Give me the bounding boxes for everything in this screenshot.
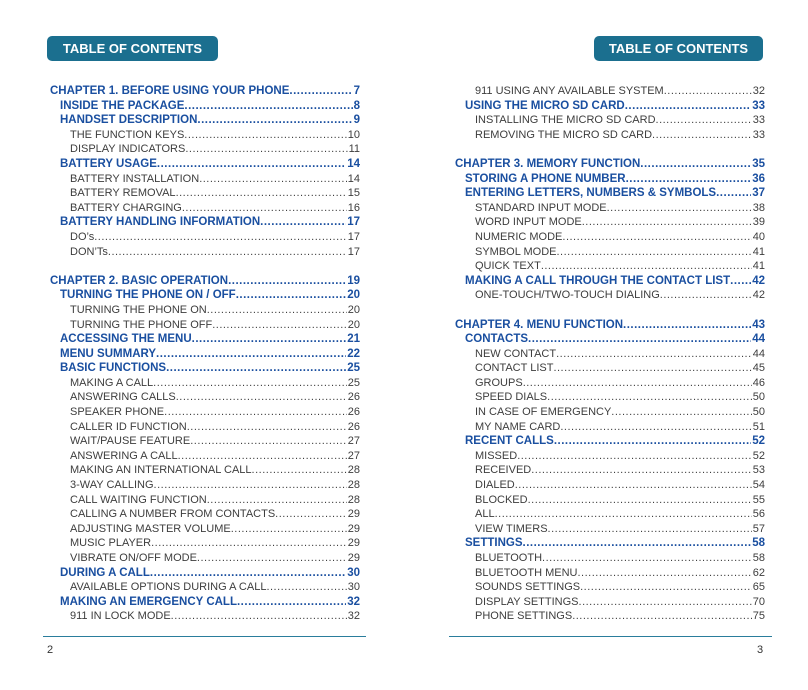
toc-section [50,215,360,230]
toc-subsection [50,230,360,245]
header-tab-left: TABLE OF CONTENTS [47,36,218,61]
toc-entry-title: PHONE SETTINGS [475,610,573,623]
toc-dot-leader [260,215,346,230]
toc-subsection [50,609,360,624]
toc-dot-leader [207,303,347,318]
toc-dot-leader [652,128,752,143]
toc-dot-leader [108,245,347,260]
toc-entry-page: 22 [347,347,360,360]
toc-entry-title: SYMBOL MODE [475,245,557,258]
toc-dot-leader [640,157,751,172]
toc-dot-leader [153,376,347,391]
toc-entry-title: DIALED [475,479,515,492]
toc-dot-leader [548,522,752,537]
toc-entry-page: 19 [347,274,360,287]
toc-subsection [50,493,360,508]
header-tab-right: TABLE OF CONTENTS [594,36,763,61]
toc-entry-title: CHAPTER 2. BASIC OPERATION [50,274,229,287]
toc-subsection [50,405,360,420]
toc-entry-page: 65 [752,581,765,594]
toc-subsection [455,245,765,260]
toc-chapter [455,157,765,172]
toc-dot-leader [171,609,347,624]
toc-subsection [455,390,765,405]
toc-dot-leader [187,420,347,435]
toc-section [455,332,765,347]
toc-dot-leader [664,84,752,99]
toc-entry-title: ANSWERING A CALL [70,449,178,462]
toc-dot-leader [231,522,347,537]
toc-subsection [455,551,765,566]
toc-dot-leader [164,405,347,420]
toc-entry-page: 10 [347,128,360,141]
toc-entry-title: VIBRATE ON/OFF MODE [70,552,197,564]
toc-dot-leader [150,566,346,581]
toc-dot-leader [237,595,346,610]
toc-entry-page: 26 [347,406,360,419]
toc-entry-title: ADJUSTING MASTER VOLUME [70,522,231,535]
toc-subsection [455,405,765,420]
toc-entry-page: 52 [752,449,765,462]
toc-subsection [455,113,765,128]
toc-entry-page: 52 [752,435,765,448]
toc-dot-leader [554,434,751,449]
toc-subsection [50,245,360,260]
toc-chapter [50,274,360,289]
toc-entry-page: 55 [752,493,765,506]
toc-section [50,595,360,610]
toc-dot-leader [562,230,751,245]
toc-dot-leader [542,551,752,566]
toc-section [50,288,360,303]
toc-dot-leader [716,186,751,201]
toc-entry-page: 27 [347,435,360,448]
toc-entry-title: DISPLAY INDICATORS [70,143,186,156]
toc-entry-title: MUSIC PLAYER [70,537,152,550]
toc-entry-title: ACCESSING THE MENU [60,333,192,346]
toc-subsection [50,303,360,318]
toc-subsection [455,288,765,303]
toc-dot-leader [166,361,346,376]
toc-entry-page: 62 [752,566,765,579]
toc-entry-title: TURNING THE PHONE ON [70,303,207,316]
toc-entry-title: CONTACTS [465,333,529,346]
toc-entry-title: SOUNDS SETTINGS [475,581,581,594]
toc-dot-leader [197,551,347,566]
toc-entry-title: MY NAME CARD [475,420,561,433]
toc-entry-title: SETTINGS [465,537,523,550]
toc-dot-leader [182,201,347,216]
toc-dot-leader [207,493,347,508]
toc-entry-page: 20 [347,318,360,331]
toc-entry-page: 7 [353,85,360,97]
toc-section [50,566,360,581]
toc-section [50,113,360,128]
toc-dot-leader [523,376,752,391]
toc-entry-title: CHAPTER 1. BEFORE USING YOUR PHONE [50,85,290,97]
footer-rule-left [43,636,366,637]
toc-entry-title: INSTALLING THE MICRO SD CARD [475,114,656,127]
toc-subsection [50,507,360,522]
toc-entry-page: 29 [347,508,360,521]
toc-dot-leader [289,84,352,99]
toc-subsection [50,142,360,157]
toc-entry-page: 9 [353,114,360,127]
toc-dot-leader [625,99,751,114]
toc-entry-title: MENU SUMMARY [60,347,157,360]
toc-column-right [455,84,765,624]
toc-dot-leader [184,99,352,114]
toc-entry-title: DO’s [70,230,95,243]
toc-dot-leader [515,478,752,493]
toc-entry-title: AVAILABLE OPTIONS DURING A CALL [70,581,267,594]
toc-entry-title: ANSWERING CALLS [70,391,176,404]
page-number-right: 3 [757,644,764,656]
toc-entry-title: DISPLAY SETTINGS [475,595,579,608]
toc-subsection [455,522,765,537]
toc-entry-page: 50 [752,391,765,404]
toc-entry-page: 25 [347,362,360,375]
toc-subsection [455,420,765,435]
toc-subsection [455,449,765,464]
toc-section [50,361,360,376]
toc-entry-page: 8 [353,99,360,112]
toc-entry-title: IN CASE OF EMERGENCY [475,406,612,419]
toc-dot-leader [275,507,347,522]
page-number-left: 2 [47,644,54,656]
toc-entry-title: USING THE MICRO SD CARD [465,99,625,112]
toc-entry-title: CONTACT LIST [475,362,554,375]
toc-subsection [455,609,765,624]
toc-entry-title: BLUETOOTH MENU [475,566,578,579]
toc-entry-title: ALL [475,508,495,521]
toc-entry-page: 17 [347,245,360,258]
toc-dot-leader [495,507,752,522]
toc-entry-page: 30 [347,581,360,594]
toc-subsection [455,566,765,581]
toc-dot-leader [582,215,752,230]
toc-entry-title: 911 USING ANY AVAILABLE SYSTEM [475,85,664,97]
toc-subsection [455,463,765,478]
toc-section [455,99,765,114]
toc-dot-leader [531,463,752,478]
toc-entry-page: 43 [752,318,765,331]
toc-subsection [50,551,360,566]
toc-subsection [50,186,360,201]
toc-subsection [455,201,765,216]
toc-entry-title: TURNING THE PHONE OFF [70,318,213,331]
toc-entry-title: BLUETOOTH [475,552,543,564]
toc-dot-leader [266,580,346,595]
toc-entry-page: 29 [347,522,360,535]
toc-entry-title: SPEAKER PHONE [70,406,165,419]
toc-entry-title: THE FUNCTION KEYS [70,128,185,141]
toc-entry-page: 42 [752,274,765,287]
toc-dot-leader [557,245,752,260]
toc-subsection [455,507,765,522]
toc-section [50,347,360,362]
toc-subsection [455,259,765,274]
toc-dot-leader [547,390,752,405]
toc-subsection [50,172,360,187]
toc-subsection [50,376,360,391]
toc-entry-page: 17 [347,230,360,243]
toc-dot-leader [157,157,346,172]
toc-dot-leader [607,201,752,216]
toc-entry-page: 15 [347,187,360,200]
toc-dot-leader [94,230,347,245]
toc-entry-title: DON’Ts [70,245,108,258]
toc-dot-leader [556,347,752,362]
toc-entry-page: 33 [752,99,765,112]
toc-entry-title: BASIC FUNCTIONS [60,362,167,375]
toc-subsection [455,361,765,376]
toc-spacer [455,303,765,318]
toc-entry-title: BATTERY REMOVAL [70,187,176,200]
toc-subsection [50,463,360,478]
toc-dot-leader [151,536,347,551]
toc-dot-leader [528,493,752,508]
toc-section [455,434,765,449]
toc-dot-leader [611,405,751,420]
toc-entry-title: GROUPS [475,376,523,389]
toc-entry-title: BATTERY CHARGING [70,201,182,214]
toc-subsection [455,230,765,245]
toc-dot-leader [626,172,752,187]
toc-entry-title: QUICK TEXT [475,260,541,273]
toc-entry-page: 56 [752,508,765,521]
toc-subsection [455,128,765,143]
toc-entry-page: 25 [347,376,360,389]
toc-subsection [50,434,360,449]
toc-entry-page: 32 [347,610,360,623]
toc-subsection [455,478,765,493]
toc-subsection [455,84,765,99]
toc-entry-title: DURING A CALL [60,566,150,579]
toc-entry-title: HANDSET DESCRIPTION [60,114,198,127]
toc-entry-title: CALLING A NUMBER FROM CONTACTS [70,508,276,521]
toc-subsection [50,536,360,551]
toc-subsection [455,376,765,391]
toc-entry-page: 16 [347,201,360,214]
toc-section [455,172,765,187]
toc-subsection [455,493,765,508]
toc-entry-page: 26 [347,391,360,404]
toc-entry-page: 70 [752,595,765,608]
toc-dot-leader [656,113,752,128]
toc-dot-leader [156,347,346,362]
toc-entry-title: ENTERING LETTERS, NUMBERS & SYMBOLS [465,187,717,200]
toc-section [50,99,360,114]
toc-entry-title: CALLER ID FUNCTION [70,420,187,433]
toc-dot-leader [192,332,347,347]
toc-entry-page: 11 [348,143,360,156]
toc-entry-title: WORD INPUT MODE [475,216,582,229]
toc-entry-title: BATTERY INSTALLATION [70,172,200,185]
toc-dot-leader [553,361,751,376]
toc-entry-page: 40 [752,230,765,243]
toc-section [455,274,765,289]
toc-entry-title: MAKING A CALL [70,376,154,389]
toc-entry-page: 42 [752,289,765,302]
toc-subsection [50,580,360,595]
toc-dot-leader [541,259,752,274]
toc-entry-page: 58 [752,537,765,550]
toc-dot-leader [190,434,347,449]
toc-entry-title: BLOCKED [475,493,528,506]
toc-entry-title: MAKING AN EMERGENCY CALL [60,595,237,608]
toc-entry-page: 41 [752,260,765,273]
toc-entry-page: 32 [752,85,765,97]
toc-dot-leader [199,172,347,187]
toc-entry-title: SPEED DIALS [475,391,548,404]
toc-chapter [455,318,765,333]
toc-entry-page: 41 [752,245,765,258]
toc-entry-page: 17 [347,216,360,229]
toc-subsection [50,201,360,216]
toc-dot-leader [577,566,751,581]
toc-section [455,536,765,551]
toc-entry-title: INSIDE THE PACKAGE [60,99,185,112]
toc-entry-page: 45 [752,362,765,375]
toc-entry-title: TURNING THE PHONE ON / OFF [60,289,236,302]
toc-entry-title: VIEW TIMERS [475,522,548,535]
toc-entry-page: 35 [752,157,765,170]
toc-entry-title: STANDARD INPUT MODE [475,201,607,214]
toc-dot-leader [623,318,751,333]
toc-entry-title: WAIT/PAUSE FEATURE [70,435,191,448]
toc-entry-page: 28 [347,479,360,492]
toc-entry-title: RECEIVED [475,464,532,477]
toc-entry-page: 51 [752,420,765,433]
toc-dot-leader [523,536,752,551]
toc-dot-leader [580,580,752,595]
toc-entry-page: 30 [347,566,360,579]
toc-entry-page: 39 [752,216,765,229]
toc-subsection [50,318,360,333]
toc-entry-title: REMOVING THE MICRO SD CARD [475,128,653,141]
toc-entry-page: 20 [347,303,360,316]
toc-dot-leader [517,449,752,464]
toc-dot-leader [560,420,751,435]
toc-entry-title: CALL WAITING FUNCTION [70,493,207,506]
toc-entry-page: 38 [752,201,765,214]
toc-entry-page: 28 [347,464,360,477]
toc-entry-title: 3-WAY CALLING [70,479,154,492]
toc-dot-leader [176,186,347,201]
toc-section [50,157,360,172]
toc-entry-page: 36 [752,172,765,185]
toc-entry-title: ONE-TOUCH/TWO-TOUCH DIALING [475,289,660,302]
toc-entry-title: MAKING AN INTERNATIONAL CALL [70,464,252,477]
toc-entry-title: BATTERY HANDLING INFORMATION [60,216,261,229]
toc-subsection [50,449,360,464]
toc-dot-leader [197,113,352,128]
toc-dot-leader [178,449,347,464]
toc-section [455,186,765,201]
toc-dot-leader [184,128,346,143]
toc-entry-page: 29 [347,552,360,564]
toc-entry-page: 20 [347,289,360,302]
toc-subsection [50,522,360,537]
toc-section [50,332,360,347]
toc-dot-leader [176,390,347,405]
toc-entry-title: CHAPTER 3. MEMORY FUNCTION [455,157,641,170]
toc-entry-title: STORING A PHONE NUMBER [465,172,626,185]
toc-entry-page: 33 [752,128,765,141]
toc-dot-leader [236,288,347,303]
toc-entry-title: NUMERIC MODE [475,230,563,243]
toc-entry-page: 58 [752,552,765,564]
toc-entry-page: 33 [752,114,765,127]
toc-entry-title: NEW CONTACT [475,347,557,360]
toc-entry-page: 50 [752,406,765,419]
toc-entry-page: 37 [752,187,765,200]
toc-subsection [455,215,765,230]
toc-subsection [50,420,360,435]
toc-entry-page: 44 [752,333,765,346]
toc-entry-title: CHAPTER 4. MENU FUNCTION [455,318,624,331]
toc-dot-leader [185,142,347,157]
toc-column-left [50,84,360,624]
toc-entry-page: 26 [347,420,360,433]
toc-subsection [50,390,360,405]
toc-entry-page: 29 [347,537,360,550]
toc-entry-page: 14 [347,157,360,170]
toc-chapter [50,84,360,99]
toc-subsection [50,478,360,493]
toc-entry-page: 57 [752,522,765,535]
toc-dot-leader [579,595,752,610]
toc-entry-page: 53 [752,464,765,477]
toc-entry-page: 44 [752,347,765,360]
toc-entry-page: 54 [752,479,765,492]
toc-dot-leader [228,274,346,289]
toc-subsection [455,347,765,362]
toc-subsection [455,580,765,595]
toc-entry-page: 32 [347,595,360,608]
toc-entry-title: MAKING A CALL THROUGH THE CONTACT LIST [465,274,731,287]
toc-subsection [50,128,360,143]
toc-dot-leader [154,478,347,493]
toc-entry-page: 21 [347,333,360,346]
toc-dot-leader [730,274,751,289]
toc-entry-page: 27 [347,449,360,462]
toc-dot-leader [528,332,751,347]
toc-dot-leader [660,288,752,303]
toc-subsection [455,595,765,610]
toc-entry-title: BATTERY USAGE [60,157,157,170]
footer-rule-right [449,636,772,637]
toc-entry-page: 14 [347,172,360,185]
toc-entry-title: RECENT CALLS [465,435,554,448]
toc-dot-leader [212,318,347,333]
toc-entry-page: 28 [347,493,360,506]
toc-entry-title: MISSED [475,449,518,462]
toc-entry-title: 911 IN LOCK MODE [70,610,171,623]
toc-spacer [50,259,360,274]
toc-spacer [455,142,765,157]
toc-dot-leader [572,609,752,624]
toc-dot-leader [252,463,347,478]
toc-entry-page: 46 [752,376,765,389]
toc-entry-page: 75 [752,610,765,623]
